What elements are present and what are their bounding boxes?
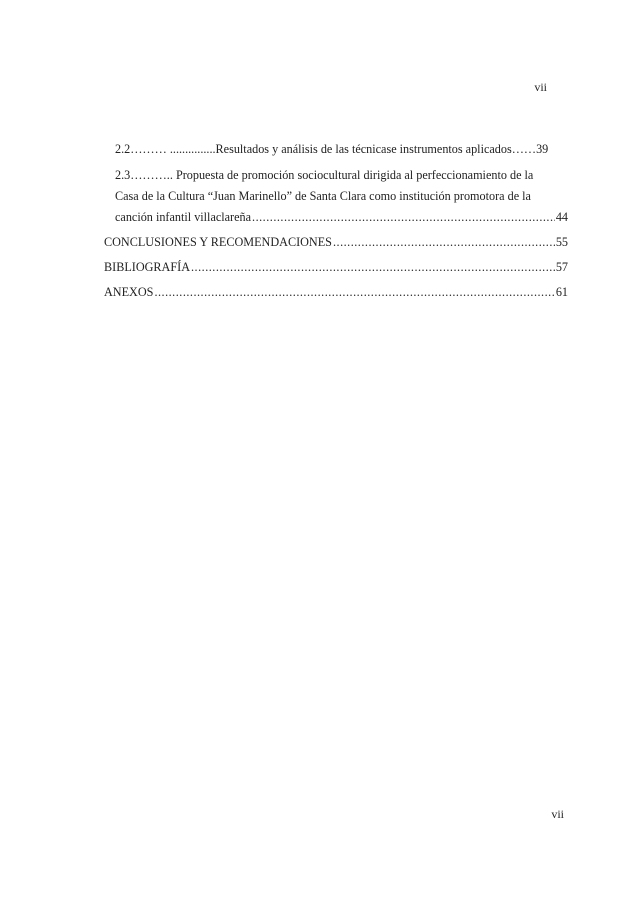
toc-entry-2-3-line3: canción infantil villaclareña [115,210,252,224]
table-of-contents [104,141,568,300]
toc-entry-anexos-title: ANEXOS [104,285,154,299]
toc-entry-2-2-prefix: 2.2……… ............... [115,142,216,156]
toc-entry-2-3[interactable] [104,165,568,225]
toc-entry-anexos-page: 61 [555,285,568,299]
toc-entry-2-2[interactable] [104,141,568,157]
toc-entry-conclusiones-title: CONCLUSIONES Y RECOMENDACIONES [104,235,332,249]
toc-entry-conclusiones[interactable] [104,234,568,250]
dot-leader [154,284,554,300]
toc-entry-anexos[interactable] [104,284,568,300]
toc-entry-2-3-line3-row [115,209,568,225]
dot-leader [191,259,555,275]
page-number-top: vii [534,80,547,94]
dot-leader [333,234,555,250]
toc-entry-2-3-page: 44 [555,210,568,224]
toc-entry-2-2-page: 39 [536,142,549,156]
toc-entry-bibliografia[interactable] [104,259,568,275]
dot-leader [252,209,555,225]
toc-entry-2-3-line1: 2.3……….. Propuesta de promoción sociocultural dirigida al perfeccionamiento de la [115,168,534,182]
toc-entry-bibliografia-title: BIBLIOGRAFÍA [104,260,190,274]
toc-entry-conclusiones-page: 55 [555,235,568,249]
toc-entry-2-2-title: Resultados y análisis de las técnicase instrumentos aplicados…… [215,142,537,156]
toc-entry-bibliografia-page: 57 [555,260,568,274]
toc-entry-2-3-line2: Casa de la Cultura “Juan Marinello” de Santa Clara como institución promotora de la [115,189,531,203]
page-number-bottom: vii [551,807,564,821]
